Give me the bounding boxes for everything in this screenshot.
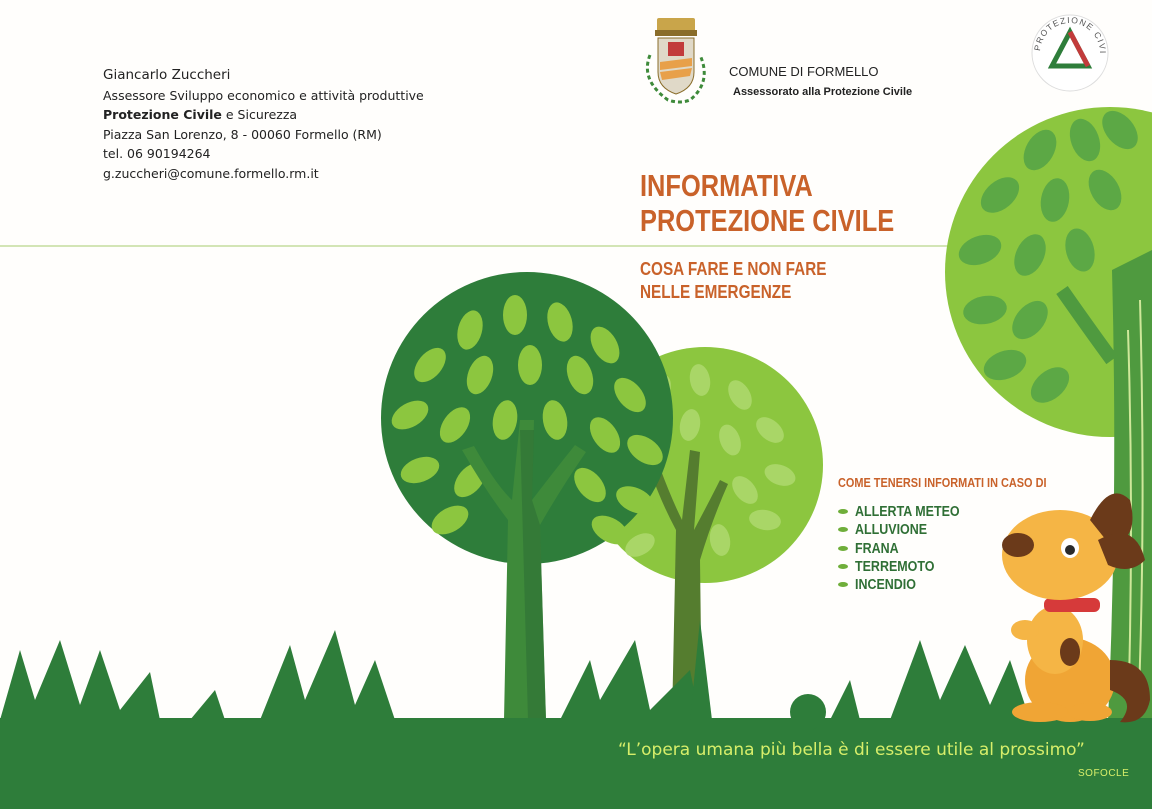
svg-text:PROTEZIONE CIVILE NAZIONALE bbox=[1030, 13, 1108, 55]
logo-text-top: PROTEZIONE CIVI bbox=[1031, 14, 1109, 55]
contact-email: g.zuccheri@comune.formello.rm.it bbox=[103, 165, 319, 181]
contact-role: Assessore Sviluppo economico e attività produttive bbox=[103, 87, 424, 103]
coat-of-arms-logo bbox=[647, 18, 704, 102]
contact-block bbox=[103, 66, 424, 183]
contact-name: Giancarlo Zuccheri bbox=[103, 67, 231, 83]
municipality-name: COMUNE DI FORMELLO bbox=[729, 64, 879, 79]
cover-subtitle-line2: NELLE EMERGENZE bbox=[640, 282, 792, 302]
list-item: ALLERTA METEO bbox=[838, 502, 977, 520]
office-name: Assessorato alla Protezione Civile bbox=[733, 86, 913, 98]
contact-address: Piazza San Lorenzo, 8 - 00060 Formello (RM) bbox=[103, 126, 382, 142]
cover-subtitle-line1: COSA FARE E NON FARE bbox=[640, 259, 827, 279]
contact-phone: tel. 06 90194264 bbox=[103, 146, 211, 161]
leaf-bullet-icon bbox=[838, 546, 848, 551]
cover-title-line2: PROTEZIONE CIVILE bbox=[640, 203, 895, 238]
cover-title-line1: INFORMATIVA bbox=[640, 168, 813, 203]
info-heading: COME TENERSI INFORMATI IN CASO DI bbox=[838, 475, 1047, 490]
list-item: TERREMOTO bbox=[838, 557, 977, 575]
list-item: INCENDIO bbox=[838, 575, 977, 593]
risk-list bbox=[838, 502, 977, 593]
logo-text bbox=[1030, 13, 1110, 93]
list-item: ALLUVIONE bbox=[838, 520, 977, 538]
leaf-bullet-icon bbox=[838, 509, 848, 514]
grass-illustration bbox=[0, 620, 1152, 809]
quote-author: SOFOCLE bbox=[1078, 768, 1130, 779]
leaf-bullet-icon bbox=[838, 582, 848, 587]
leaf-bullet-icon bbox=[838, 564, 848, 569]
contact-role-2: Protezione Civile e Sicurezza bbox=[103, 107, 298, 122]
footer-quote: “L’opera umana più bella è di essere utile al prossimo” bbox=[618, 740, 1085, 760]
list-item: FRANA bbox=[838, 539, 977, 557]
leaf-bullet-icon bbox=[838, 527, 848, 532]
